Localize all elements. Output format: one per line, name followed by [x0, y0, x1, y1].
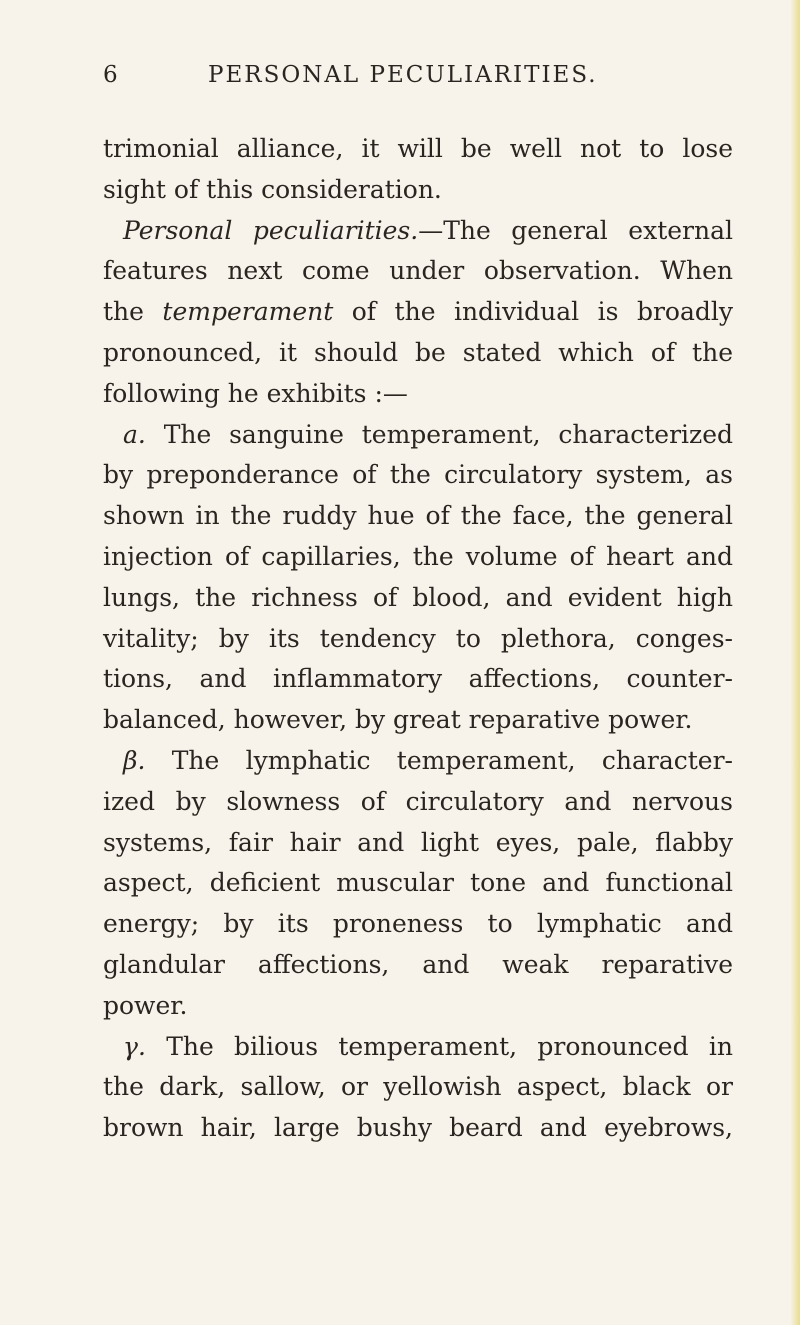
- page-edge-shadow: [790, 0, 800, 1325]
- running-title: PERSONAL PECULIARITIES.: [208, 62, 598, 88]
- text-line: the temperament of the individual is broadly: [103, 297, 733, 327]
- text-line: tions, and inflammatory affections, counter-: [103, 664, 733, 694]
- text-line: following he exhibits :—: [103, 378, 408, 408]
- text-line: injection of capillaries, the volume of heart and: [103, 541, 733, 571]
- text-line: glandular affections, and weak reparative: [103, 949, 733, 979]
- list-marker: a.: [123, 419, 146, 449]
- section-heading: Personal peculiarities.: [123, 215, 419, 245]
- emphasized-term: temperament: [162, 297, 334, 327]
- text-line: features next come under observation. When: [103, 256, 733, 286]
- text-line: lungs, the richness of blood, and evident high: [103, 582, 733, 612]
- text-line: power.: [103, 990, 188, 1020]
- text-line: Personal peculiarities.—The general external: [123, 215, 733, 245]
- text-line: pronounced, it should be stated which of the: [103, 337, 733, 367]
- text-line: trimonial alliance, it will be well not to lose: [103, 134, 733, 163]
- text-line: systems, fair hair and light eyes, pale, flabby: [103, 827, 733, 857]
- text-line: a. The sanguine temperament, characterized: [123, 419, 733, 449]
- text-line: brown hair, large bushy beard and eyebrows,: [103, 1113, 733, 1143]
- text-line: shown in the ruddy hue of the face, the general: [103, 501, 733, 531]
- text-line: γ. The bilious temperament, pronounced in: [123, 1031, 733, 1061]
- text-line: balanced, however, by great reparative power.: [103, 705, 693, 735]
- list-marker: β.: [123, 745, 146, 775]
- text-line: aspect, deficient muscular tone and functional: [103, 868, 733, 898]
- text-line: the dark, sallow, or yellowish aspect, black or: [103, 1072, 733, 1102]
- text-line: sight of this consideration.: [103, 174, 442, 204]
- text-line: vitality; by its tendency to plethora, conges-: [103, 623, 733, 653]
- text-line: by preponderance of the circulatory system, as: [103, 460, 733, 490]
- text-line: ized by slowness of circulatory and nervous: [103, 786, 733, 816]
- page-header: [103, 62, 743, 96]
- page-number: 6: [103, 62, 118, 88]
- body-text: [103, 129, 733, 1149]
- text-line: β. The lymphatic temperament, character-: [123, 745, 733, 775]
- list-marker: γ.: [123, 1031, 146, 1061]
- text-line: energy; by its proneness to lymphatic and: [103, 909, 733, 939]
